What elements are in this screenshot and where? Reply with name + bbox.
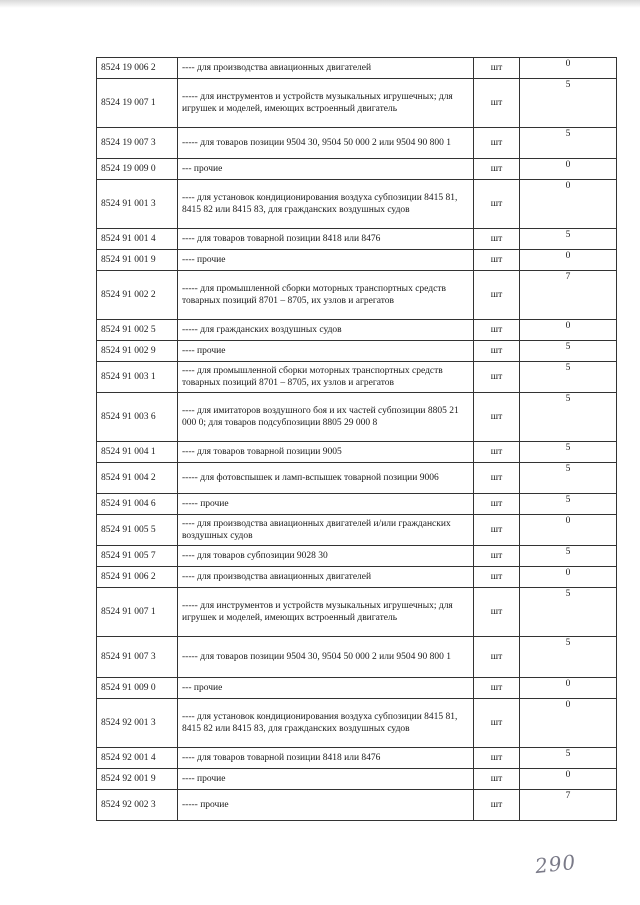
tariff-table [96,57,617,821]
unit-cell: шт [474,463,520,494]
table-row [97,442,617,463]
description-cell: ---- прочие [178,769,474,790]
code-cell: 8524 91 001 4 [97,229,178,250]
rate-cell: 7 [520,790,617,821]
unit-cell: шт [474,320,520,341]
rate-cell: 5 [520,494,617,515]
description-cell: ----- для гражданских воздушных судов [178,320,474,341]
unit-cell: шт [474,271,520,320]
code-cell: 8524 91 007 3 [97,637,178,678]
description-cell: ----- прочие [178,494,474,515]
rate-cell: 5 [520,463,617,494]
unit-cell: шт [474,678,520,699]
unit-cell: шт [474,699,520,748]
unit-cell: шт [474,567,520,588]
description-cell: ----- прочие [178,790,474,821]
rate-cell: 5 [520,362,617,393]
description-cell: --- прочие [178,159,474,180]
table-row [97,567,617,588]
description-cell: ----- для фотовспышек и ламп-вспышек товарной позиции 9006 [178,463,474,494]
table-row [97,790,617,821]
code-cell: 8524 19 007 3 [97,128,178,159]
rate-cell: 0 [520,159,617,180]
rate-cell: 0 [520,320,617,341]
unit-cell: шт [474,588,520,637]
code-cell: 8524 91 005 7 [97,546,178,567]
unit-cell: шт [474,769,520,790]
code-cell: 8524 92 001 4 [97,748,178,769]
table-row [97,250,617,271]
table-row [97,748,617,769]
code-cell: 8524 91 001 3 [97,180,178,229]
description-cell: ----- для инструментов и устройств музыкальных игрушечных; для игрушек и моделей, имеющих встроенный двигатель [178,79,474,128]
unit-cell: шт [474,546,520,567]
table-row [97,546,617,567]
table-row [97,515,617,546]
tariff-table-body [97,58,617,821]
unit-cell: шт [474,790,520,821]
unit-cell: шт [474,442,520,463]
unit-cell: шт [474,515,520,546]
unit-cell: шт [474,128,520,159]
description-cell: ---- для товаров субпозиции 9028 30 [178,546,474,567]
unit-cell: шт [474,79,520,128]
code-cell: 8524 92 001 3 [97,699,178,748]
table-row [97,271,617,320]
code-cell: 8524 91 005 5 [97,515,178,546]
unit-cell: шт [474,341,520,362]
description-cell: ---- прочие [178,250,474,271]
rate-cell: 0 [520,250,617,271]
description-cell: --- прочие [178,678,474,699]
unit-cell: шт [474,159,520,180]
unit-cell: шт [474,229,520,250]
table-row [97,494,617,515]
rate-cell: 0 [520,180,617,229]
rate-cell: 5 [520,128,617,159]
code-cell: 8524 91 004 1 [97,442,178,463]
description-cell: ---- для товаров товарной позиции 9005 [178,442,474,463]
code-cell: 8524 91 003 6 [97,393,178,442]
unit-cell: шт [474,180,520,229]
rate-cell: 7 [520,271,617,320]
rate-cell: 0 [520,567,617,588]
description-cell: ---- для товаров товарной позиции 8418 или 8476 [178,748,474,769]
code-cell: 8524 19 007 1 [97,79,178,128]
rate-cell: 5 [520,588,617,637]
unit-cell: шт [474,362,520,393]
description-cell: ---- для установок кондиционирования воздуха субпозиции 8415 81, 8415 82 или 8415 83, для гражданских воздушных судов [178,699,474,748]
description-cell: ---- для имитаторов воздушного боя и их частей субпозиции 8805 21 000 0; для товаров подсубпозиции 8805 29 000 8 [178,393,474,442]
description-cell: ---- прочие [178,341,474,362]
code-cell: 8524 91 002 2 [97,271,178,320]
unit-cell: шт [474,58,520,79]
description-cell: ---- для производства авиационных двигателей [178,567,474,588]
code-cell: 8524 91 001 9 [97,250,178,271]
table-row [97,463,617,494]
unit-cell: шт [474,494,520,515]
table-row [97,362,617,393]
table-row [97,637,617,678]
handwritten-page-number: 290 [533,849,578,879]
table-row [97,588,617,637]
code-cell: 8524 91 002 9 [97,341,178,362]
table-row [97,128,617,159]
rate-cell: 5 [520,748,617,769]
code-cell: 8524 91 004 2 [97,463,178,494]
unit-cell: шт [474,748,520,769]
description-cell: ---- для производства авиационных двигателей и/или гражданских воздушных судов [178,515,474,546]
table-row [97,678,617,699]
description-cell: ---- для производства авиационных двигателей [178,58,474,79]
unit-cell: шт [474,250,520,271]
rate-cell: 0 [520,678,617,699]
rate-cell: 5 [520,341,617,362]
rate-cell: 5 [520,546,617,567]
rate-cell: 5 [520,393,617,442]
unit-cell: шт [474,637,520,678]
rate-cell: 0 [520,515,617,546]
table-row [97,229,617,250]
description-cell: ----- для инструментов и устройств музыкальных игрушечных; для игрушек и моделей, имеющих встроенный двигатель [178,588,474,637]
description-cell: ----- для товаров позиции 9504 30, 9504 50 000 2 или 9504 90 800 1 [178,637,474,678]
code-cell: 8524 91 009 0 [97,678,178,699]
code-cell: 8524 91 004 6 [97,494,178,515]
code-cell: 8524 92 001 9 [97,769,178,790]
table-row [97,320,617,341]
table-row [97,58,617,79]
code-cell: 8524 91 006 2 [97,567,178,588]
table-row [97,699,617,748]
rate-cell: 0 [520,58,617,79]
description-cell: ----- для товаров позиции 9504 30, 9504 50 000 2 или 9504 90 800 1 [178,128,474,159]
code-cell: 8524 92 002 3 [97,790,178,821]
description-cell: ---- для установок кондиционирования воздуха субпозиции 8415 81, 8415 82 или 8415 83, для гражданских воздушных судов [178,180,474,229]
code-cell: 8524 91 007 1 [97,588,178,637]
rate-cell: 0 [520,769,617,790]
rate-cell: 5 [520,637,617,678]
code-cell: 8524 19 009 0 [97,159,178,180]
table-row [97,393,617,442]
description-cell: ----- для промышленной сборки моторных транспортных средств товарных позиций 8701 – 8705, их узлов и агрегатов [178,271,474,320]
table-row [97,769,617,790]
code-cell: 8524 91 002 5 [97,320,178,341]
rate-cell: 5 [520,442,617,463]
rate-cell: 5 [520,229,617,250]
table-row [97,159,617,180]
description-cell: ---- для промышленной сборки моторных транспортных средств товарных позиций 8701 – 8705, их узлов и агрегатов [178,362,474,393]
table-row [97,79,617,128]
code-cell: 8524 19 006 2 [97,58,178,79]
code-cell: 8524 91 003 1 [97,362,178,393]
unit-cell: шт [474,393,520,442]
description-cell: ---- для товаров товарной позиции 8418 или 8476 [178,229,474,250]
table-row [97,180,617,229]
table-row [97,341,617,362]
scan-edge-shadow [0,0,640,8]
rate-cell: 5 [520,79,617,128]
rate-cell: 0 [520,699,617,748]
